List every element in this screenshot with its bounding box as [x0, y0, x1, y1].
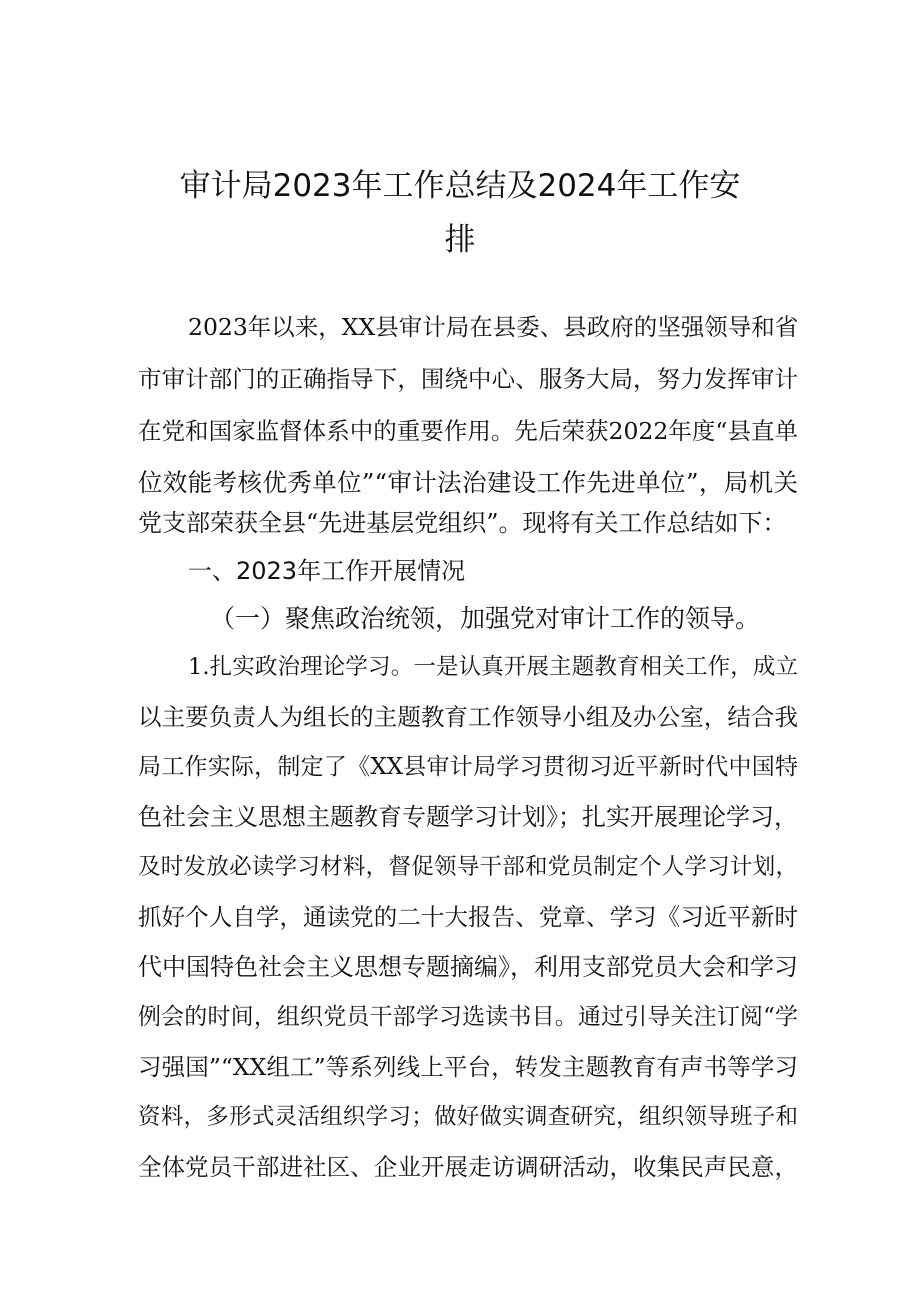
intro-paragraph-line: 2023年以来，XX县审计局在县委、县政府的坚强领导和省: [188, 313, 799, 341]
section-heading: 一、2023年工作开展情况: [188, 557, 466, 585]
item-paragraph-line: 代中国特色社会主义思想专题摘编》，利用支部党员大会和学习: [138, 953, 798, 981]
item-paragraph-line: 抓好个人自学，通读党的二十大报告、党章、学习《习近平新时: [138, 903, 798, 931]
item-paragraph-line: 1.扎实政治理论学习。一是认真开展主题教育相关工作，成立: [188, 654, 798, 680]
intro-paragraph-line: 市审计部门的正确指导下，围绕中心、服务大局，努力发挥审计: [138, 365, 798, 393]
document-title-line-2: 排: [444, 222, 476, 258]
item-paragraph-line: 局工作实际，制定了《XX县审计局学习贯彻习近平新时代中国特: [138, 754, 798, 780]
item-paragraph-line: 色社会主义思想主题教育专题学习计划》；扎实开展理论学习，: [138, 803, 798, 831]
subsection-heading: （一）聚焦政治统领，加强党对审计工作的领导。: [210, 604, 761, 633]
intro-paragraph-line: 位效能考核优秀单位”“审计法治建设工作先进单位”，局机关: [138, 468, 798, 497]
item-paragraph-line: 例会的时间，组织党员干部学习选读书目。通过引导关注订阅“学: [138, 1004, 798, 1030]
item-paragraph-line: 以主要负责人为组长的主题教育工作领导小组及办公室，结合我: [138, 703, 798, 731]
document-title-line-1: 审计局2023年工作总结及2024年工作安: [179, 168, 741, 204]
item-paragraph-line: 全体党员干部进社区、企业开展走访调研活动，收集民声民意，: [138, 1153, 798, 1181]
intro-paragraph-line: 党支部荣获全县“先进基层党组织”。现将有关工作总结如下：: [138, 509, 787, 537]
item-paragraph-line: 及时发放必读学习材料，督促领导干部和党员制定个人学习计划，: [138, 854, 798, 880]
item-paragraph-line: 资料，多形式灵活组织学习；做好做实调查研究，组织领导班子和: [138, 1104, 798, 1130]
intro-paragraph-line: 在党和国家监督体系中的重要作用。先后荣获2022年度“县直单: [138, 417, 798, 445]
item-paragraph-line: 习强国”“XX组工”等系列线上平台，转发主题教育有声书等学习: [138, 1053, 798, 1081]
